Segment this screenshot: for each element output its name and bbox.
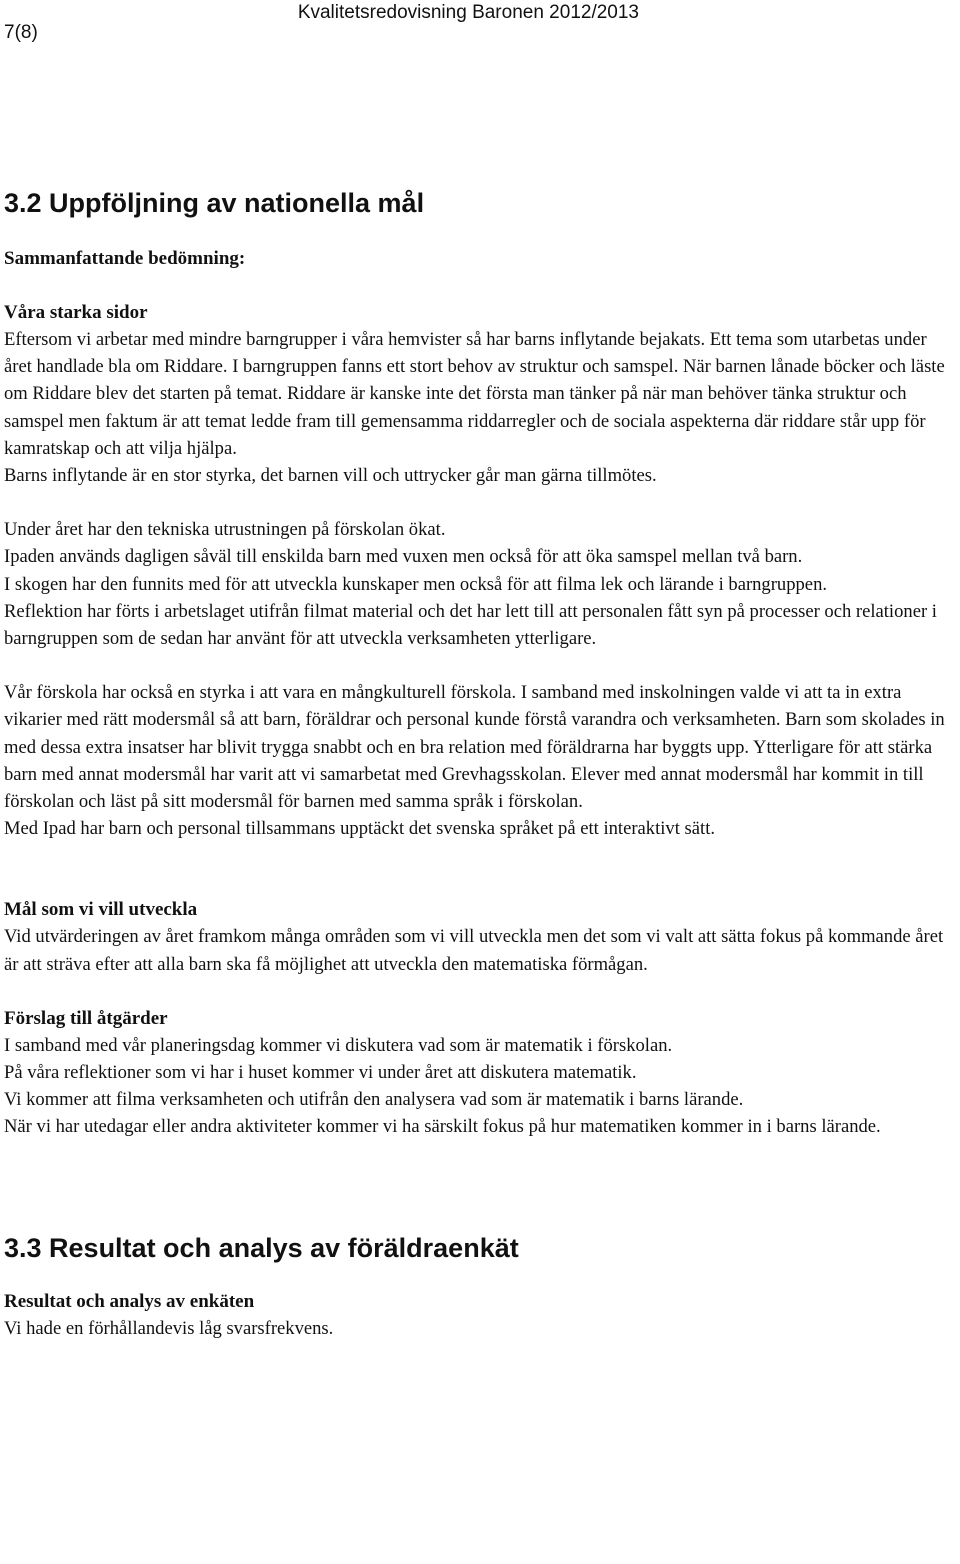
running-header-title: Kvalitetsredovisning Baronen 2012/2013 — [297, 2, 639, 23]
strengths-heading: Våra starka sidor — [4, 302, 148, 323]
results-heading: Resultat och analys av enkäten — [4, 1290, 255, 1312]
results-paragraph: Vi hade en förhållandevis låg svarsfrekvens. — [4, 1317, 334, 1339]
summary-heading: Sammanfattande bedömning: — [4, 248, 246, 269]
section-heading-3-3: 3.3 Resultat och analys av föräldraenkät — [4, 1232, 519, 1263]
strengths-paragraph: Med Ipad har barn och personal tillsammans upptäckt det svenska språket på ett interaktivt sätt. — [4, 818, 716, 840]
strengths-paragraph: Vår förskola har också en styrka i att vara en mångkulturell förskola. I samband med inskolningen valde vi att ta in extra vikarier med rätt modersmål så att barn, föräldrar och personal kunde förstå varandra och verksamheten. Barn som skolades in med dessa extra insatser har blivit trygga snabbt och en bra relation med föräldrarna har byggts upp. Ytterligare för att stärka barn med annat modersmål har varit att vi samarbetat med Grevhagsskolan. Elever med annat modersmål har kommit in till förskolan och läst på sitt modersmål för barnen med samma språk i förskolan. — [4, 682, 945, 813]
strengths-paragraph: I skogen har den funnits med för att utveckla kunskaper men också för att filma lek och lärande i barngruppen. — [4, 573, 828, 595]
actions-line: När vi har utedagar eller andra aktiviteter kommer vi ha särskilt fokus på hur matematiken kommer in i barns lärande. — [4, 1116, 881, 1138]
strengths-paragraph: Eftersom vi arbetar med mindre barngrupper i våra hemvister så har barns inflytande bejakats. Ett tema som utarbetas under året handlade bla om Riddare. I barngruppen fanns ett stort behov av struktur och samspel. När barnen lånade böcker och läste om Riddare blev det starten på temat. Riddare är kanske inte det första man tänker på när man behöver tänka struktur och samspel men faktum är att temat ledde fram till gemensamma riddarregler och de sociala aspekterna där riddare står upp för kamratskap och att vilja hjälpa. — [4, 329, 945, 459]
goals-heading: Mål som vi vill utveckla — [4, 899, 198, 921]
strengths-paragraph: Ipaden används dagligen såväl till enskilda barn med vuxen men också för att öka samspel mellan två barn. — [4, 546, 803, 568]
strengths-paragraph: Barns inflytande är en stor styrka, det barnen vill och uttrycker går man gärna tillmötes. — [4, 465, 657, 487]
actions-heading: Förslag till åtgärder — [4, 1007, 168, 1029]
actions-line: Vi kommer att filma verksamheten och utifrån den analysera vad som är matematik i barns lärande. — [4, 1089, 744, 1111]
section-heading-3-2: 3.2 Uppföljning av nationella mål — [4, 188, 425, 218]
actions-line: På våra reflektioner som vi har i huset kommer vi under året att diskutera matematik. — [4, 1062, 637, 1084]
document-body — [4, 188, 956, 1342]
page-number: 7(8) — [4, 22, 38, 43]
actions-line: I samband med vår planeringsdag kommer vi diskutera vad som är matematik i förskolan. — [4, 1034, 673, 1056]
goals-paragraph: Vid utvärderingen av året framkom många områden som vi vill utveckla men det som vi valt att sätta fokus på kommande året är att sträva efter att alla barn ska få möjlighet att utveckla den matematiska förmågan. — [4, 926, 944, 975]
strengths-paragraph: Under året har den tekniska utrustningen på förskolan ökat. — [4, 519, 446, 541]
strengths-paragraph: Reflektion har förts i arbetslaget utifrån filmat material och det har lett till att personalen fått syn på processer och relationer i barngruppen som de sedan har använt för att utveckla verksamheten ytterligare. — [4, 600, 937, 650]
